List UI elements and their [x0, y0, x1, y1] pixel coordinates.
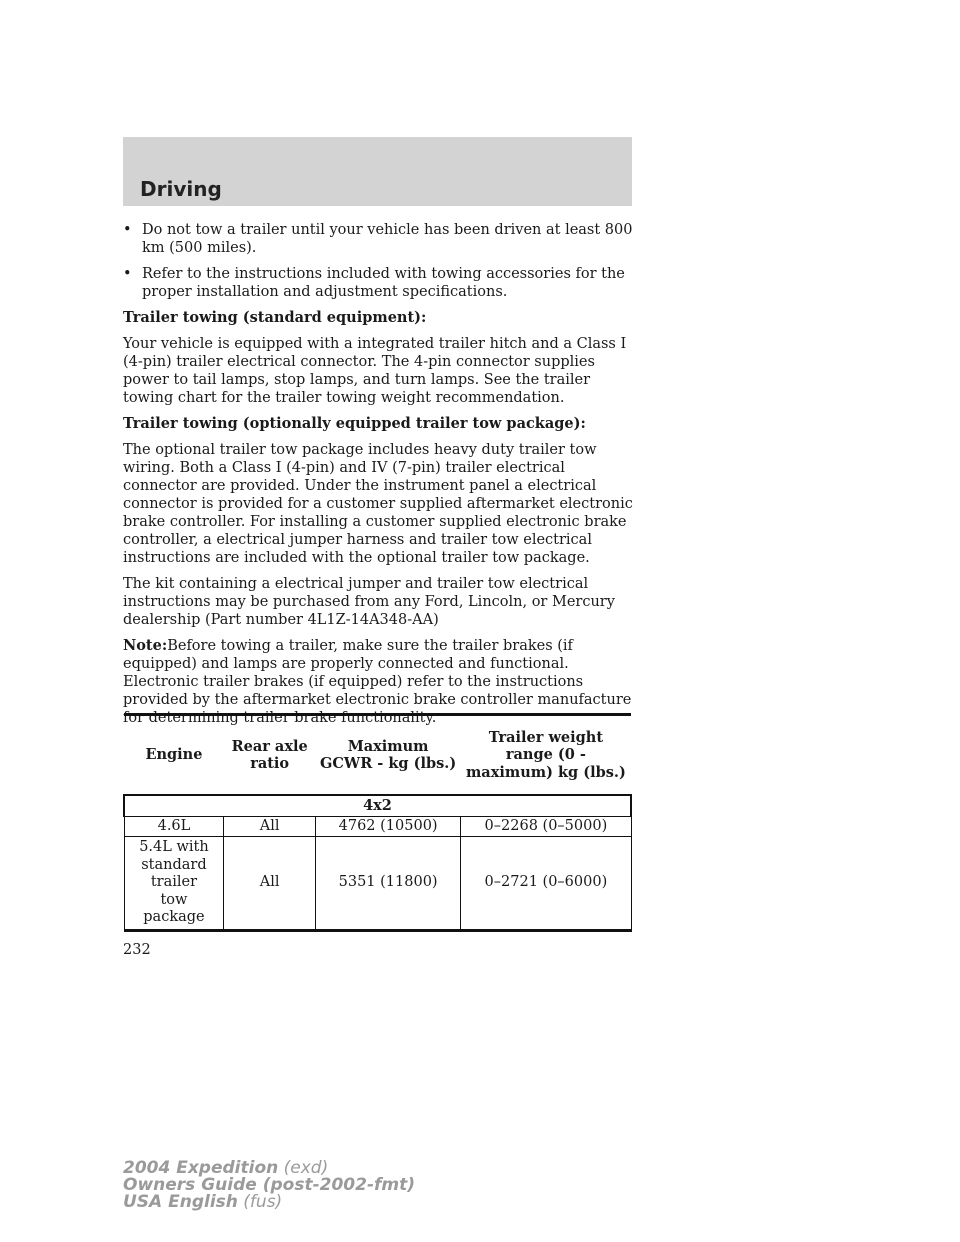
- document-footer: [123, 1160, 415, 1211]
- footer-model: 2004 Expedition: [123, 1158, 279, 1178]
- page-number: 232: [123, 942, 151, 958]
- footer-language-code: (fus): [243, 1192, 283, 1212]
- bullet-item: [123, 221, 633, 257]
- standard-towing-heading: Trailer towing (standard equipment):: [123, 309, 427, 326]
- column-header: Trailer weight range (0 - maximum) kg (lbs.): [465, 728, 626, 781]
- note-text: Before towing a trailer, make sure the trailer brakes (if equipped) and lamps are properly connected and functional. Electronic trailer brakes (if equipped) refer to the instructions provided by the aftermarket electronic brake controller manufacture for determining trailer brake functionality.: [123, 638, 632, 726]
- table-cell: 5.4L with standard trailer tow package: [124, 837, 224, 931]
- standard-towing-paragraph: Your vehicle is equipped with a integrated trailer hitch and a Class I (4-pin) trailer electrical connector. The 4-pin connector supplies power to tail lamps, stop lamps, and turn lamps. See the trailer towing chart for the trailer towing weight recommendation.: [123, 336, 627, 406]
- table-cell: 0–2268 (0–5000): [461, 816, 631, 837]
- table-cell: 0–2721 (0–6000): [461, 837, 631, 931]
- footer-guide: Owners Guide (post-2002-fmt): [123, 1175, 416, 1195]
- footer-model-code: (exd): [283, 1158, 329, 1178]
- table-cell: All: [224, 837, 316, 931]
- table-row: [124, 837, 631, 931]
- bullet-glyph: •: [123, 222, 132, 238]
- table-cell: All: [224, 816, 316, 837]
- footer-line: [123, 1194, 415, 1211]
- bullet-glyph: •: [123, 266, 132, 282]
- table-cell: 4762 (10500): [315, 816, 460, 837]
- kit-paragraph: The kit containing a electrical jumper and trailer tow electrical instructions may be purchased from any Ford, Lincoln, or Mercury dealership (Part number 4L1Z-14A348-AA): [123, 576, 615, 628]
- column-header: Maximum GCWR - kg (lbs.): [320, 737, 457, 772]
- table-cell: 4.6L: [124, 816, 224, 837]
- optional-towing-heading: Trailer towing (optionally equipped trailer tow package):: [123, 415, 586, 432]
- column-header: Engine: [145, 746, 203, 764]
- section-header-bar: [123, 137, 632, 206]
- footer-language: USA English: [123, 1192, 238, 1212]
- table-header-row: [124, 715, 631, 796]
- bullet-text: Refer to the instructions included with towing accessories for the proper installation and adjustment specifications.: [142, 266, 625, 300]
- trailer-towing-table: [123, 713, 632, 932]
- section-title: Driving: [140, 177, 222, 201]
- table-row: [124, 816, 631, 837]
- note-label: Note:: [123, 637, 168, 654]
- bullet-text: Do not tow a trailer until your vehicle has been driven at least 800 km (500 miles).: [142, 222, 633, 256]
- optional-towing-paragraph: The optional trailer tow package includes heavy duty trailer tow wiring. Both a Class I (4-pin) and IV (7-pin) trailer electrical connector are provided. Under the instrument panel a electrical connector is provided for a customer supplied aftermarket electronic brake controller. For installing a customer supplied electronic brake controller, a electrical jumper harness and trailer tow electrical instructions are included with the optional trailer tow package.: [123, 442, 633, 566]
- table-group-row: [124, 795, 631, 816]
- drive-type-label: 4x2: [124, 795, 631, 816]
- bullet-item: [123, 265, 633, 301]
- page-content: [123, 221, 633, 727]
- table-cell: 5351 (11800): [315, 837, 460, 931]
- column-header: Rear axle ratio: [231, 737, 308, 772]
